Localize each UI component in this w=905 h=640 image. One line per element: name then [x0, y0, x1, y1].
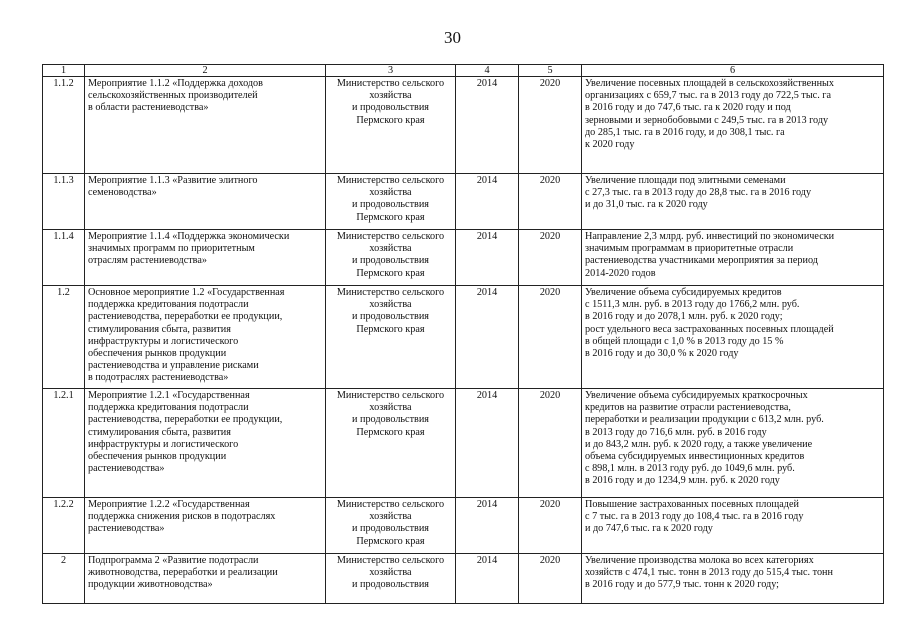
column-header-2: 2 [85, 65, 326, 77]
row-number: 1.1.2 [43, 77, 85, 174]
row-number: 2 [43, 554, 85, 604]
column-header-4: 4 [456, 65, 519, 77]
executor: Министерство сельского хозяйства и продовольствия Пермского края [326, 77, 456, 174]
expected-result: Направление 2,3 млрд. руб. инвестиций по экономически значимым программам в приоритетные отрасли растениеводства участниками мероприятия за период 2014-2020 годов [582, 230, 884, 286]
start-year: 2014 [456, 498, 519, 554]
table-row [43, 174, 884, 230]
page-number: 30 [444, 28, 461, 47]
table-row [43, 286, 884, 389]
executor: Министерство сельского хозяйства и продовольствия Пермского края [326, 286, 456, 389]
executor: Министерство сельского хозяйства и продовольствия [326, 554, 456, 604]
end-year: 2020 [519, 174, 582, 230]
end-year: 2020 [519, 389, 582, 498]
row-number: 1.1.3 [43, 174, 85, 230]
end-year: 2020 [519, 554, 582, 604]
expected-result: Увеличение производства молока во всех категориях хозяйств с 474,1 тыс. тонн в 2013 году до 515,4 тыс. тонн в 2016 году и до 577,9 тыс. тонн к 2020 году; [582, 554, 884, 604]
measure-name: Мероприятие 1.1.4 «Поддержка экономически значимых программ по приоритетным отраслям растениеводства» [85, 230, 326, 286]
measure-name: Подпрограмма 2 «Развитие подотрасли животноводства, переработки и реализации продукции животноводства» [85, 554, 326, 604]
measure-name: Мероприятие 1.1.3 «Развитие элитного семеноводства» [85, 174, 326, 230]
end-year: 2020 [519, 230, 582, 286]
executor: Министерство сельского хозяйства и продовольствия Пермского края [326, 389, 456, 498]
start-year: 2014 [456, 77, 519, 174]
start-year: 2014 [456, 286, 519, 389]
expected-result: Увеличение объема субсидируемых кредитов с 1511,3 млн. руб. в 2013 году до 1766,2 млн. руб. в 2016 году и до 2078,1 млн. руб. к 2020 году; рост удельного веса застрахованных посевных площадей в общей площади с 1,0 % в 2013 году до 15 % в 2016 году и до 30,0 % к 2020 году [582, 286, 884, 389]
measure-name: Мероприятие 1.1.2 «Поддержка доходов сельскохозяйственных производителей в области растениеводства» [85, 77, 326, 174]
start-year: 2014 [456, 554, 519, 604]
end-year: 2020 [519, 286, 582, 389]
row-number: 1.2 [43, 286, 85, 389]
start-year: 2014 [456, 174, 519, 230]
table-row [43, 498, 884, 554]
measure-name: Мероприятие 1.2.1 «Государственная поддержка кредитования подотрасли растениеводства, переработки ее продукции, стимулирования сбыта, развития инфраструктуры и логистического обеспечения рынков продукции растениеводства» [85, 389, 326, 498]
expected-result: Увеличение объема субсидируемых краткосрочных кредитов на развитие отрасли растениеводства, переработки и реализации продукции с 613,2 млн. руб. в 2013 году до 716,6 млн. руб. в 2016 году и до 843,2 млн. руб. к 2020 году, а также увеличение объема субсидируемых инвестиционных кредитов с 898,1 млн. в 2013 году руб. до 1049,6 млн. руб. в 2016 году и до 1234,9 млн. руб. к 2020 году [582, 389, 884, 498]
table-row [43, 77, 884, 174]
table-row [43, 554, 884, 604]
start-year: 2014 [456, 230, 519, 286]
column-header-5: 5 [519, 65, 582, 77]
executor: Министерство сельского хозяйства и продовольствия Пермского края [326, 174, 456, 230]
row-number: 1.2.1 [43, 389, 85, 498]
table-row [43, 230, 884, 286]
expected-result: Повышение застрахованных посевных площадей с 7 тыс. га в 2013 году до 108,4 тыс. га в 2016 году и до 747,6 тыс. га к 2020 году [582, 498, 884, 554]
end-year: 2020 [519, 77, 582, 174]
table-header-row [43, 65, 884, 77]
column-header-1: 1 [43, 65, 85, 77]
row-number: 1.2.2 [43, 498, 85, 554]
row-number: 1.1.4 [43, 230, 85, 286]
expected-result: Увеличение посевных площадей в сельскохозяйственных организациях с 659,7 тыс. га в 2013 году до 722,5 тыс. га в 2016 году и до 747,6 тыс. га к 2020 году и под зерновыми и зернобобовыми с 249,5 тыс. га в 2013 году до 285,1 тыс. га в 2016 году, и до 308,1 тыс. га к 2020 году [582, 77, 884, 174]
program-measures-table [42, 64, 884, 604]
column-header-6: 6 [582, 65, 884, 77]
measure-name: Основное мероприятие 1.2 «Государственная поддержка кредитования подотрасли растениеводства, переработки ее продукции, стимулирования сбыта, развития инфраструктуры и логистического обеспечения рынков продукции растениеводства и управление рисками в подотраслях растениеводства» [85, 286, 326, 389]
measure-name: Мероприятие 1.2.2 «Государственная поддержка снижения рисков в подотраслях растениеводства» [85, 498, 326, 554]
end-year: 2020 [519, 498, 582, 554]
executor: Министерство сельского хозяйства и продовольствия Пермского края [326, 498, 456, 554]
table-row [43, 389, 884, 498]
column-header-3: 3 [326, 65, 456, 77]
start-year: 2014 [456, 389, 519, 498]
expected-result: Увеличение площади под элитными семенами с 27,3 тыс. га в 2013 году до 28,8 тыс. га в 2016 году и до 31,0 тыс. га к 2020 году [582, 174, 884, 230]
executor: Министерство сельского хозяйства и продовольствия Пермского края [326, 230, 456, 286]
